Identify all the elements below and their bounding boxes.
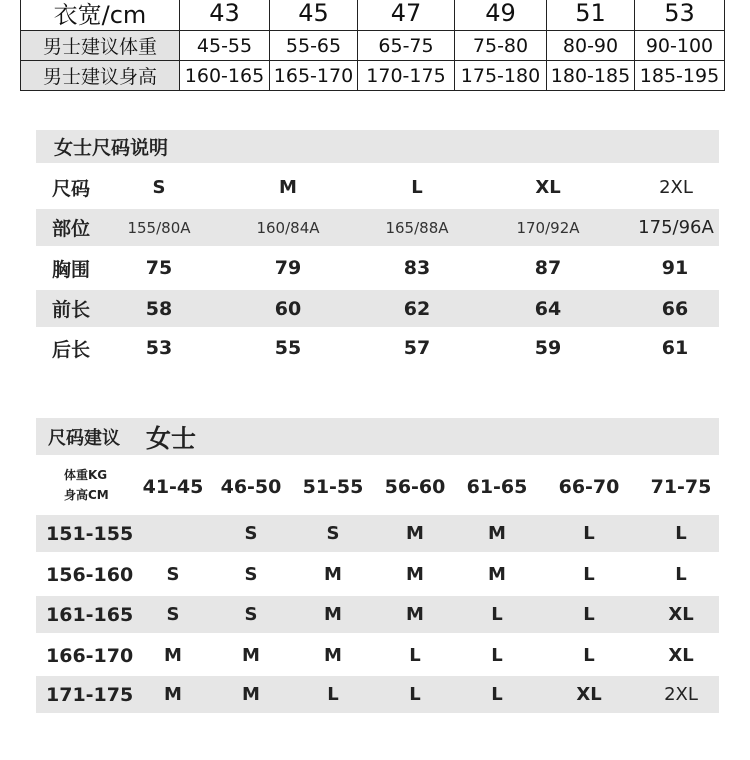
size-recommendation: L xyxy=(491,604,503,625)
men-weight-value: 75-80 xyxy=(455,31,547,61)
body-type-cell: 175/96A xyxy=(638,217,714,238)
size-recommendation: XL xyxy=(668,604,694,625)
size-cell: L xyxy=(411,176,423,198)
row-label: 前长 xyxy=(52,299,91,321)
size-recommendation xyxy=(147,515,199,552)
men-weight-row xyxy=(21,31,725,61)
size-cell: 2XL xyxy=(659,176,693,198)
women-size-title-band xyxy=(36,130,719,163)
men-height-value: 170-175 xyxy=(358,61,455,91)
size-recommendation: M xyxy=(324,604,342,625)
size-recommendation: M xyxy=(164,645,182,666)
men-weight-value: 45-55 xyxy=(180,31,270,61)
size-recommendation: L xyxy=(491,684,503,705)
size-recommendation: M xyxy=(488,523,506,544)
men-chest-value: 43 xyxy=(180,0,270,31)
body-type-cell: 155/80A xyxy=(127,218,191,237)
size-recommendation: M xyxy=(406,523,424,544)
men-header-row xyxy=(21,0,725,31)
women-size-title: 女士尺码说明 xyxy=(54,137,169,159)
height-range-label: 161-165 xyxy=(46,603,134,626)
size-recommendation: S xyxy=(166,564,180,585)
front-length-cell: 66 xyxy=(661,297,689,320)
bust-cell: 83 xyxy=(403,257,431,279)
size-recommendation: 2XL xyxy=(664,684,698,705)
body-type-cell: 160/84A xyxy=(256,218,320,237)
size-recommendation: M xyxy=(324,564,342,585)
women-front-length-row xyxy=(36,290,719,327)
size-recommendation: M xyxy=(406,604,424,625)
women-body-type-row xyxy=(36,209,719,246)
size-recommendation: S xyxy=(244,564,258,585)
height-row xyxy=(36,515,719,552)
size-recommendation: XL xyxy=(576,684,602,705)
body-type-cell: 165/88A xyxy=(385,218,449,237)
weight-range-cell: 56-60 xyxy=(384,476,446,498)
men-weight-value: 65-75 xyxy=(358,31,455,61)
height-row xyxy=(36,556,719,593)
size-recommendation: L xyxy=(583,645,595,666)
corner-height-label: 身高CM xyxy=(64,487,109,502)
women-back-length-row xyxy=(36,331,719,365)
men-chest-value: 49 xyxy=(455,0,547,31)
body-type-cell: 170/92A xyxy=(516,218,580,237)
weight-range-cell: 71-75 xyxy=(650,476,712,498)
size-cell: XL xyxy=(535,176,561,198)
height-range-label: 151-155 xyxy=(46,522,134,545)
size-recommendation: XL xyxy=(668,645,694,666)
size-recommendation: M xyxy=(164,684,182,705)
men-height-value: 175-180 xyxy=(455,61,547,91)
men-weight-label: 男士建议体重 xyxy=(21,31,180,61)
back-length-cell: 55 xyxy=(274,337,302,359)
height-range-label: 156-160 xyxy=(46,563,134,586)
size-cell: S xyxy=(152,176,166,198)
back-length-cell: 59 xyxy=(534,337,562,359)
men-weight-value: 90-100 xyxy=(635,31,725,61)
men-height-label: 男士建议身高 xyxy=(21,61,180,91)
height-row xyxy=(36,637,719,674)
size-recommendation: L xyxy=(583,564,595,585)
weight-range-cell: 41-45 xyxy=(142,476,204,498)
weight-range-cell: 66-70 xyxy=(558,476,620,498)
height-range-label: 171-175 xyxy=(46,683,134,706)
size-recommendation: L xyxy=(491,645,503,666)
men-chest-value: 45 xyxy=(270,0,358,31)
women-recommend-title-band xyxy=(36,418,719,455)
size-recommendation: L xyxy=(675,523,687,544)
men-header-label: 衣宽/cm xyxy=(21,0,180,31)
recommend-title-large: 女士 xyxy=(146,423,197,453)
men-chest-value: 47 xyxy=(358,0,455,31)
men-chest-value: 53 xyxy=(635,0,725,31)
weight-range-cell: 61-65 xyxy=(466,476,528,498)
bust-cell: 91 xyxy=(661,257,689,279)
size-recommendation: S xyxy=(244,523,258,544)
men-chest-value: 51 xyxy=(547,0,635,31)
size-recommendation: L xyxy=(409,645,421,666)
men-height-value: 165-170 xyxy=(270,61,358,91)
men-height-value: 185-195 xyxy=(635,61,725,91)
size-recommendation: L xyxy=(583,604,595,625)
front-length-cell: 60 xyxy=(274,297,302,320)
men-size-table xyxy=(20,0,725,91)
size-recommendation: L xyxy=(327,684,339,705)
men-height-value: 180-185 xyxy=(547,61,635,91)
size-recommendation: M xyxy=(406,564,424,585)
height-row xyxy=(36,596,719,633)
size-cell: M xyxy=(279,176,297,198)
men-weight-value: 80-90 xyxy=(547,31,635,61)
corner-weight-label: 体重KG xyxy=(64,467,108,482)
bust-cell: 79 xyxy=(274,257,302,279)
back-length-cell: 57 xyxy=(403,337,431,359)
women-size-row xyxy=(36,170,719,204)
women-bust-row xyxy=(36,251,719,285)
row-label: 胸围 xyxy=(52,258,91,281)
weight-header-row xyxy=(36,460,719,514)
front-length-cell: 64 xyxy=(534,297,562,320)
size-recommendation: S xyxy=(244,604,258,625)
size-recommendation: L xyxy=(583,523,595,544)
recommend-title-small: 尺码建议 xyxy=(48,427,120,449)
back-length-cell: 53 xyxy=(145,337,173,359)
size-recommendation: L xyxy=(409,684,421,705)
height-row xyxy=(36,676,719,713)
size-recommendation: L xyxy=(675,564,687,585)
size-recommendation: S xyxy=(326,523,340,544)
size-recommendation: M xyxy=(324,645,342,666)
back-length-cell: 61 xyxy=(661,337,689,359)
size-recommendation: M xyxy=(242,684,260,705)
row-label: 尺码 xyxy=(52,177,91,200)
front-length-cell: 58 xyxy=(145,297,173,320)
bust-cell: 87 xyxy=(534,257,562,279)
size-recommendation: M xyxy=(242,645,260,666)
size-recommendation: S xyxy=(166,604,180,625)
size-recommendation: M xyxy=(488,564,506,585)
men-height-row xyxy=(21,61,725,91)
row-label: 后长 xyxy=(52,338,91,361)
front-length-cell: 62 xyxy=(403,297,431,320)
height-range-label: 166-170 xyxy=(46,644,134,667)
men-weight-value: 55-65 xyxy=(270,31,358,61)
weight-range-cell: 51-55 xyxy=(302,476,364,498)
men-height-value: 160-165 xyxy=(180,61,270,91)
row-label: 部位 xyxy=(52,218,91,240)
weight-range-cell: 46-50 xyxy=(220,476,282,498)
bust-cell: 75 xyxy=(145,257,173,279)
